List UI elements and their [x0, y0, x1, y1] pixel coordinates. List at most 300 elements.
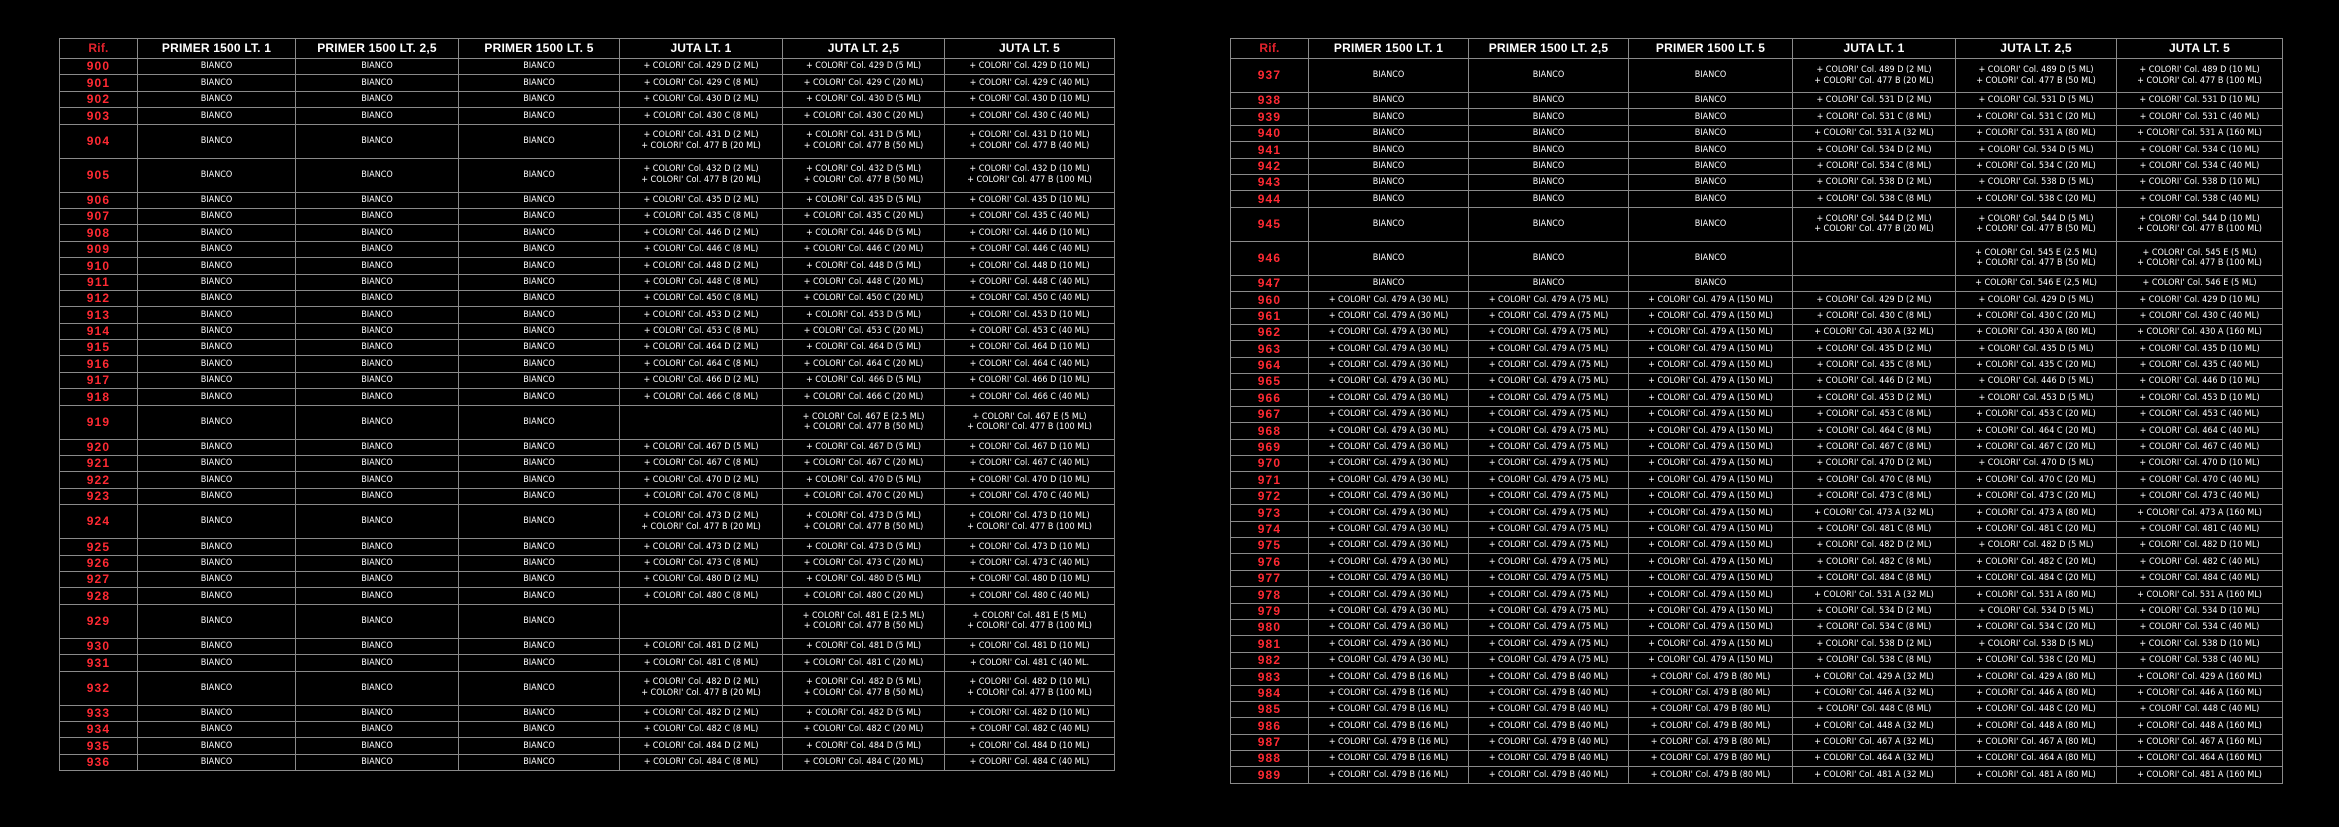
cell-primer-lt2-5: BIANCO — [296, 192, 459, 208]
cell-line: + COLORI' Col. 480 D (5 ML) — [805, 574, 922, 585]
cell-primer-lt2-5: + COLORI' Col. 479 A (75 ML) — [1469, 308, 1629, 324]
table-row — [60, 505, 1115, 539]
table-row — [60, 274, 1115, 290]
cell-juta-lt2-5 — [1956, 537, 2117, 553]
cell-primer-lt5: + COLORI' Col. 479 A (150 ML) — [1629, 505, 1793, 521]
cell-line: + COLORI' Col. 484 C (20 ML) — [803, 757, 924, 768]
cell-juta-lt2-5 — [783, 108, 945, 124]
cell-juta-lt1 — [620, 405, 783, 439]
table-row — [1231, 456, 2283, 472]
cell-primer-lt1: + COLORI' Col. 479 A (30 ML) — [1309, 603, 1469, 619]
table-row — [1231, 191, 2283, 207]
cell-primer-lt2-5: BIANCO — [296, 588, 459, 604]
cell-primer-lt2-5: + COLORI' Col. 479 A (75 ML) — [1469, 324, 1629, 340]
cell-juta-lt2-5 — [1956, 619, 2117, 635]
table-row — [1231, 587, 2283, 603]
cell-line: + COLORI' Col. 481 E (5 ML) — [972, 610, 1087, 621]
cell-primer-lt1: + COLORI' Col. 479 A (30 ML) — [1309, 570, 1469, 586]
cell-juta-lt5 — [2117, 521, 2283, 537]
cell-rif: 903 — [60, 108, 138, 124]
cell-primer-lt2-5: + COLORI' Col. 479 A (75 ML) — [1469, 554, 1629, 570]
cell-primer-lt1: BIANCO — [138, 108, 296, 124]
cell-juta-lt5 — [2117, 587, 2283, 603]
cell-line: + COLORI' Col. 538 D (5 ML) — [1978, 638, 2094, 649]
cell-primer-lt2-5: BIANCO — [296, 738, 459, 754]
cell-juta-lt2-5 — [1956, 275, 2117, 291]
cell-primer-lt1: + COLORI' Col. 479 A (30 ML) — [1309, 390, 1469, 406]
cell-primer-lt5: BIANCO — [459, 671, 620, 705]
cell-primer-lt2-5: + COLORI' Col. 479 B (40 ML) — [1469, 767, 1629, 783]
cell-line: + COLORI' Col. 534 C (8 ML) — [1816, 160, 1932, 171]
cell-juta-lt2-5 — [1956, 685, 2117, 701]
cell-primer-lt1: + COLORI' Col. 479 B (16 ML) — [1309, 718, 1469, 734]
cell-primer-lt2-5: + COLORI' Col. 479 A (75 ML) — [1469, 341, 1629, 357]
cell-primer-lt2-5: BIANCO — [296, 472, 459, 488]
cell-primer-lt5: BIANCO — [1629, 275, 1793, 291]
cell-primer-lt2-5: + COLORI' Col. 479 A (75 ML) — [1469, 587, 1629, 603]
cell-juta-lt5 — [945, 754, 1115, 770]
cell-primer-lt1: + COLORI' Col. 479 A (30 ML) — [1309, 406, 1469, 422]
cell-juta-lt1 — [1793, 158, 1956, 174]
cell-primer-lt5: + COLORI' Col. 479 A (150 ML) — [1629, 537, 1793, 553]
cell-line: + COLORI' Col. 470 C (20 ML) — [1976, 474, 2096, 485]
table-row — [1231, 767, 2283, 783]
cell-rif: 902 — [60, 91, 138, 107]
cell-line: + COLORI' Col. 464 C (40 ML) — [969, 358, 1090, 369]
cell-line: + COLORI' Col. 480 D (10 ML) — [969, 574, 1090, 585]
cell-primer-lt1: BIANCO — [138, 754, 296, 770]
cell-line: + COLORI' Col. 473 A (160 ML) — [2137, 507, 2262, 518]
table-row — [1231, 636, 2283, 652]
cell-primer-lt2-5: BIANCO — [296, 705, 459, 721]
cell-rif: 907 — [60, 208, 138, 224]
cell-primer-lt5: + COLORI' Col. 479 A (150 ML) — [1629, 619, 1793, 635]
cell-juta-lt5 — [2117, 701, 2283, 717]
cell-rif: 968 — [1231, 423, 1309, 439]
cell-juta-lt1 — [1793, 390, 1956, 406]
cell-primer-lt2-5: + COLORI' Col. 479 A (75 ML) — [1469, 603, 1629, 619]
cell-line: + COLORI' Col. 464 C (40 ML) — [2139, 425, 2260, 436]
cell-juta-lt1 — [1793, 406, 1956, 422]
cell-line: + COLORI' Col. 429 C (20 ML) — [803, 77, 924, 88]
cell-juta-lt1 — [620, 307, 783, 323]
cell-juta-lt1 — [1793, 374, 1956, 390]
cell-primer-lt5: BIANCO — [459, 555, 620, 571]
cell-juta-lt5 — [945, 705, 1115, 721]
table-row — [1231, 554, 2283, 570]
cell-line: + COLORI' Col. 545 E (5 ML) — [2142, 247, 2257, 258]
cell-juta-lt2-5 — [783, 539, 945, 555]
cell-line: + COLORI' Col. 432 D (2 ML) — [643, 164, 759, 175]
cell-juta-lt5 — [2117, 603, 2283, 619]
cell-juta-lt2-5 — [1956, 505, 2117, 521]
cell-primer-lt1: + COLORI' Col. 479 B (16 ML) — [1309, 734, 1469, 750]
table-row — [1231, 158, 2283, 174]
cell-primer-lt5: + COLORI' Col. 479 A (150 ML) — [1629, 374, 1793, 390]
table-row — [60, 405, 1115, 439]
cell-line: + COLORI' Col. 480 D (2 ML) — [643, 574, 759, 585]
cell-line: + COLORI' Col. 466 C (8 ML) — [643, 391, 759, 402]
cell-juta-lt2-5 — [1956, 241, 2117, 275]
cell-line: + COLORI' Col. 482 D (2 ML) — [643, 677, 759, 688]
cell-juta-lt5 — [2117, 308, 2283, 324]
table-row — [60, 555, 1115, 571]
cell-primer-lt2-5: + COLORI' Col. 479 A (75 ML) — [1469, 406, 1629, 422]
cell-juta-lt5 — [2117, 59, 2283, 93]
cell-rif: 905 — [60, 158, 138, 192]
cell-primer-lt1: BIANCO — [1309, 93, 1469, 109]
cell-line: + COLORI' Col. 446 D (10 ML) — [969, 227, 1090, 238]
cell-juta-lt5 — [2117, 570, 2283, 586]
cell-line: + COLORI' Col. 435 C (20 ML) — [803, 211, 924, 222]
cell-juta-lt5 — [945, 389, 1115, 405]
cell-line: + COLORI' Col. 453 C (40 ML) — [969, 326, 1090, 337]
cell-primer-lt2-5: + COLORI' Col. 479 A (75 ML) — [1469, 423, 1629, 439]
cell-juta-lt2-5 — [783, 571, 945, 587]
cell-line: + COLORI' Col. 464 A (32 ML) — [1814, 753, 1934, 764]
table-row — [1231, 93, 2283, 109]
cell-primer-lt5: BIANCO — [459, 472, 620, 488]
cell-primer-lt2-5: BIANCO — [296, 158, 459, 192]
cell-rif: 961 — [1231, 308, 1309, 324]
cell-primer-lt5: BIANCO — [459, 158, 620, 192]
table-row — [1231, 521, 2283, 537]
cell-primer-lt1: BIANCO — [1309, 275, 1469, 291]
cell-primer-lt1: BIANCO — [138, 588, 296, 604]
cell-primer-lt5: BIANCO — [459, 192, 620, 208]
cell-line: + COLORI' Col. 534 D (5 ML) — [1978, 144, 2094, 155]
cell-rif: 910 — [60, 258, 138, 274]
cell-line: + COLORI' Col. 431 D (5 ML) — [805, 130, 922, 141]
cell-line: + COLORI' Col. 538 D (10 ML) — [2139, 638, 2260, 649]
cell-primer-lt2-5: BIANCO — [296, 721, 459, 737]
cell-line: + COLORI' Col. 482 D (2 ML) — [643, 707, 759, 718]
cell-juta-lt2-5 — [1956, 636, 2117, 652]
cell-juta-lt1 — [1793, 357, 1956, 373]
cell-line: + COLORI' Col. 430 D (10 ML) — [969, 94, 1090, 105]
cell-juta-lt2-5 — [783, 604, 945, 638]
cell-primer-lt2-5: BIANCO — [296, 208, 459, 224]
cell-juta-lt2-5 — [783, 638, 945, 654]
cell-rif: 922 — [60, 472, 138, 488]
table-row — [1231, 718, 2283, 734]
cell-primer-lt2-5: BIANCO — [1469, 125, 1629, 141]
cell-juta-lt5 — [945, 671, 1115, 705]
table-row — [60, 488, 1115, 504]
cell-line: + COLORI' Col. 477 B (20 ML) — [641, 141, 761, 152]
cell-juta-lt2-5 — [1956, 292, 2117, 308]
cell-juta-lt2-5 — [783, 158, 945, 192]
table-row — [60, 307, 1115, 323]
cell-line: + COLORI' Col. 448 D (2 ML) — [643, 260, 759, 271]
cell-line: + COLORI' Col. 446 D (2 ML) — [643, 227, 759, 238]
cell-juta-lt1 — [1793, 142, 1956, 158]
cell-line: + COLORI' Col. 477 B (50 ML) — [803, 175, 924, 186]
cell-line: + COLORI' Col. 429 C (8 ML) — [643, 77, 759, 88]
cell-primer-lt5: BIANCO — [459, 307, 620, 323]
cell-line: + COLORI' Col. 467 E (2.5 ML) — [802, 411, 925, 422]
cell-juta-lt2-5 — [783, 290, 945, 306]
cell-line: + COLORI' Col. 482 D (10 ML) — [969, 677, 1090, 688]
cell-primer-lt1: BIANCO — [138, 290, 296, 306]
cell-line: + COLORI' Col. 534 C (20 ML) — [1976, 622, 2096, 633]
cell-juta-lt5 — [2117, 241, 2283, 275]
cell-line: + COLORI' Col. 448 A (80 ML) — [1976, 720, 2096, 731]
cell-juta-lt5 — [2117, 142, 2283, 158]
cell-juta-lt2-5 — [1956, 734, 2117, 750]
cell-line: + COLORI' Col. 470 D (5 ML) — [805, 474, 922, 485]
cell-primer-lt1: BIANCO — [138, 307, 296, 323]
header-primer-lt5: PRIMER 1500 LT. 5 — [1629, 39, 1793, 59]
cell-juta-lt1 — [1793, 767, 1956, 783]
cell-primer-lt2-5: BIANCO — [296, 604, 459, 638]
cell-line: + COLORI' Col. 470 C (20 ML) — [803, 491, 924, 502]
cell-juta-lt5 — [2117, 275, 2283, 291]
cell-juta-lt2-5 — [783, 91, 945, 107]
cell-juta-lt5 — [945, 225, 1115, 241]
cell-line: + COLORI' Col. 470 C (40 ML) — [2139, 474, 2260, 485]
cell-juta-lt1 — [1793, 505, 1956, 521]
cell-line: + COLORI' Col. 484 C (40 ML) — [969, 757, 1090, 768]
cell-line: + COLORI' Col. 430 A (160 ML) — [2137, 327, 2262, 338]
cell-line: + COLORI' Col. 481 A (32 ML) — [1814, 769, 1934, 780]
cell-juta-lt2-5 — [1956, 109, 2117, 125]
cell-juta-lt2-5 — [783, 671, 945, 705]
cell-juta-lt2-5 — [1956, 751, 2117, 767]
cell-juta-lt2-5 — [783, 340, 945, 356]
table-row — [60, 356, 1115, 372]
table-row — [60, 124, 1115, 158]
cell-line: + COLORI' Col. 534 D (5 ML) — [1978, 605, 2094, 616]
cell-rif: 934 — [60, 721, 138, 737]
cell-line: + COLORI' Col. 467 E (5 ML) — [972, 411, 1087, 422]
cell-primer-lt5: BIANCO — [459, 705, 620, 721]
cell-juta-lt1 — [1793, 207, 1956, 241]
cell-line: + COLORI' Col. 470 D (10 ML) — [969, 474, 1090, 485]
cell-juta-lt5 — [2117, 456, 2283, 472]
cell-primer-lt2-5: + COLORI' Col. 479 A (75 ML) — [1469, 374, 1629, 390]
cell-juta-lt2-5 — [1956, 439, 2117, 455]
cell-line: + COLORI' Col. 481 C (20 ML) — [803, 657, 924, 668]
cell-rif: 911 — [60, 274, 138, 290]
cell-line: + COLORI' Col. 429 D (2 ML) — [1816, 294, 1932, 305]
cell-juta-lt2-5 — [1956, 324, 2117, 340]
cell-line: + COLORI' Col. 446 C (20 ML) — [803, 244, 924, 255]
cell-primer-lt5: + COLORI' Col. 479 A (150 ML) — [1629, 636, 1793, 652]
cell-line: + COLORI' Col. 464 C (20 ML) — [803, 358, 924, 369]
cell-juta-lt2-5 — [783, 241, 945, 257]
cell-rif: 982 — [1231, 652, 1309, 668]
cell-line: + COLORI' Col. 546 E (2,5 ML) — [1975, 278, 2097, 289]
cell-primer-lt1: BIANCO — [1309, 241, 1469, 275]
cell-primer-lt2-5: BIANCO — [296, 108, 459, 124]
cell-juta-lt1 — [1793, 292, 1956, 308]
cell-primer-lt1: BIANCO — [1309, 59, 1469, 93]
cell-line: + COLORI' Col. 484 C (20 ML) — [1976, 573, 2096, 584]
cell-primer-lt2-5: BIANCO — [1469, 59, 1629, 93]
table-row — [1231, 357, 2283, 373]
table-row — [1231, 324, 2283, 340]
table-row — [60, 705, 1115, 721]
cell-primer-lt5: BIANCO — [459, 488, 620, 504]
cell-line: + COLORI' Col. 477 B (100 ML) — [967, 621, 1092, 632]
cell-primer-lt2-5: BIANCO — [296, 655, 459, 671]
cell-juta-lt2-5 — [1956, 390, 2117, 406]
cell-juta-lt1 — [1793, 93, 1956, 109]
cell-juta-lt1 — [1793, 537, 1956, 553]
cell-primer-lt1: BIANCO — [138, 655, 296, 671]
cell-line: + COLORI' Col. 531 C (20 ML) — [1976, 111, 2096, 122]
table-row — [60, 671, 1115, 705]
cell-juta-lt1 — [1793, 439, 1956, 455]
table-row — [1231, 174, 2283, 190]
table-row — [60, 108, 1115, 124]
cell-rif: 904 — [60, 124, 138, 158]
cell-primer-lt2-5: + COLORI' Col. 479 A (75 ML) — [1469, 439, 1629, 455]
header-primer-lt2-5: PRIMER 1500 LT. 2,5 — [1469, 39, 1629, 59]
cell-line: + COLORI' Col. 477 B (100 ML) — [967, 688, 1092, 699]
table-row — [1231, 241, 2283, 275]
cell-line: + COLORI' Col. 467 C (8 ML) — [643, 458, 759, 469]
header-juta-lt5: JUTA LT. 5 — [945, 39, 1115, 59]
color-table-right-panel — [1230, 38, 2282, 784]
cell-line: + COLORI' Col. 466 C (40 ML) — [969, 391, 1090, 402]
cell-juta-lt5 — [945, 488, 1115, 504]
cell-primer-lt5: BIANCO — [459, 456, 620, 472]
cell-juta-lt2-5 — [1956, 374, 2117, 390]
cell-line: + COLORI' Col. 544 D (5 ML) — [1978, 213, 2094, 224]
cell-line: + COLORI' Col. 538 C (20 ML) — [1976, 193, 2096, 204]
cell-primer-lt2-5: BIANCO — [296, 225, 459, 241]
cell-line: + COLORI' Col. 482 D (10 ML) — [2139, 540, 2260, 551]
cell-juta-lt5 — [2117, 406, 2283, 422]
cell-juta-lt2-5 — [1956, 59, 2117, 93]
cell-juta-lt5 — [945, 405, 1115, 439]
cell-juta-lt1 — [1793, 587, 1956, 603]
cell-line: + COLORI' Col. 435 D (5 ML) — [1978, 343, 2094, 354]
cell-juta-lt2-5 — [783, 505, 945, 539]
cell-line: + COLORI' Col. 538 D (2 ML) — [1816, 177, 1932, 188]
cell-primer-lt5: + COLORI' Col. 479 A (150 ML) — [1629, 570, 1793, 586]
header-juta-lt1: JUTA LT. 1 — [620, 39, 783, 59]
cell-juta-lt2-5 — [783, 59, 945, 75]
cell-primer-lt1: BIANCO — [1309, 191, 1469, 207]
cell-juta-lt2-5 — [1956, 701, 2117, 717]
cell-line: + COLORI' Col. 429 A (32 ML) — [1814, 671, 1934, 682]
cell-primer-lt5: + COLORI' Col. 479 A (150 ML) — [1629, 341, 1793, 357]
cell-juta-lt5 — [2117, 505, 2283, 521]
table-row — [60, 738, 1115, 754]
cell-rif: 967 — [1231, 406, 1309, 422]
cell-primer-lt1: BIANCO — [138, 356, 296, 372]
cell-primer-lt5: + COLORI' Col. 479 A (150 ML) — [1629, 603, 1793, 619]
cell-primer-lt5: BIANCO — [459, 91, 620, 107]
cell-juta-lt2-5 — [783, 75, 945, 91]
cell-juta-lt5 — [945, 290, 1115, 306]
cell-line: + COLORI' Col. 467 C (20 ML) — [803, 458, 924, 469]
cell-line: + COLORI' Col. 429 D (10 ML) — [2139, 294, 2260, 305]
cell-juta-lt5 — [2117, 488, 2283, 504]
cell-juta-lt1 — [620, 372, 783, 388]
cell-juta-lt5 — [2117, 390, 2283, 406]
cell-primer-lt2-5: BIANCO — [1469, 207, 1629, 241]
cell-line: + COLORI' Col. 448 C (8 ML) — [643, 276, 759, 287]
cell-line: + COLORI' Col. 477 B (50 ML) — [803, 688, 924, 699]
cell-rif: 942 — [1231, 158, 1309, 174]
header-juta-lt5: JUTA LT. 5 — [2117, 39, 2283, 59]
cell-juta-lt1 — [1793, 701, 1956, 717]
cell-primer-lt2-5: BIANCO — [296, 75, 459, 91]
cell-line: + COLORI' Col. 435 C (20 ML) — [1976, 360, 2096, 371]
header-juta-lt2-5: JUTA LT. 2,5 — [1956, 39, 2117, 59]
cell-primer-lt1: BIANCO — [1309, 125, 1469, 141]
cell-primer-lt5: + COLORI' Col. 479 A (150 ML) — [1629, 439, 1793, 455]
cell-rif: 981 — [1231, 636, 1309, 652]
cell-primer-lt1: BIANCO — [138, 158, 296, 192]
cell-line: + COLORI' Col. 466 D (5 ML) — [805, 375, 922, 386]
cell-line: + COLORI' Col. 448 D (5 ML) — [805, 260, 922, 271]
cell-line: + COLORI' Col. 482 C (8 ML) — [1816, 556, 1932, 567]
cell-primer-lt5: BIANCO — [1629, 59, 1793, 93]
cell-rif: 975 — [1231, 537, 1309, 553]
cell-primer-lt1: BIANCO — [138, 91, 296, 107]
table-row — [60, 258, 1115, 274]
cell-juta-lt1 — [620, 738, 783, 754]
header-juta-lt2-5: JUTA LT. 2,5 — [783, 39, 945, 59]
cell-rif: 924 — [60, 505, 138, 539]
table-row — [60, 75, 1115, 91]
cell-juta-lt5 — [2117, 174, 2283, 190]
cell-line: + COLORI' Col. 531 A (32 ML) — [1814, 589, 1934, 600]
cell-primer-lt2-5: + COLORI' Col. 479 A (75 ML) — [1469, 472, 1629, 488]
cell-line: + COLORI' Col. 480 C (20 ML) — [803, 590, 924, 601]
cell-primer-lt5: + COLORI' Col. 479 B (80 ML) — [1629, 718, 1793, 734]
table-row — [1231, 59, 2283, 93]
cell-juta-lt1 — [620, 588, 783, 604]
cell-primer-lt1: + COLORI' Col. 479 B (16 ML) — [1309, 669, 1469, 685]
cell-line: + COLORI' Col. 473 C (8 ML) — [1816, 491, 1932, 502]
cell-line: + COLORI' Col. 482 C (40 ML) — [969, 724, 1090, 735]
cell-juta-lt5 — [945, 158, 1115, 192]
cell-primer-lt2-5: BIANCO — [296, 439, 459, 455]
cell-primer-lt1: BIANCO — [138, 241, 296, 257]
table-row — [1231, 537, 2283, 553]
table-row — [1231, 669, 2283, 685]
cell-line: + COLORI' Col. 435 D (2 ML) — [643, 194, 759, 205]
cell-rif: 969 — [1231, 439, 1309, 455]
cell-primer-lt5: + COLORI' Col. 479 A (150 ML) — [1629, 472, 1793, 488]
cell-rif: 929 — [60, 604, 138, 638]
cell-line: + COLORI' Col. 545 E (2.5 ML) — [1975, 247, 2097, 258]
table-row — [60, 323, 1115, 339]
cell-rif: 908 — [60, 225, 138, 241]
cell-line: + COLORI' Col. 453 D (10 ML) — [969, 309, 1090, 320]
cell-juta-lt5 — [2117, 423, 2283, 439]
cell-juta-lt2-5 — [1956, 174, 2117, 190]
cell-juta-lt5 — [2117, 439, 2283, 455]
cell-line: + COLORI' Col. 482 D (5 ML) — [1978, 540, 2094, 551]
cell-juta-lt2-5 — [1956, 158, 2117, 174]
cell-primer-lt1: + COLORI' Col. 479 A (30 ML) — [1309, 636, 1469, 652]
cell-line: + COLORI' Col. 534 D (10 ML) — [2139, 605, 2260, 616]
cell-juta-lt5 — [945, 738, 1115, 754]
cell-juta-lt2-5 — [783, 439, 945, 455]
cell-line: + COLORI' Col. 453 D (2 ML) — [643, 309, 759, 320]
cell-juta-lt2-5 — [783, 738, 945, 754]
cell-juta-lt5 — [945, 721, 1115, 737]
cell-juta-lt5 — [2117, 734, 2283, 750]
cell-juta-lt5 — [2117, 767, 2283, 783]
